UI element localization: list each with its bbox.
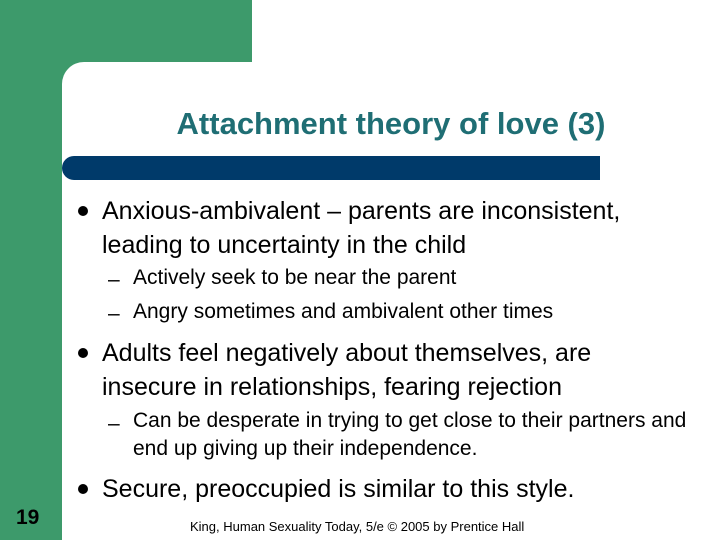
dash-marker: – bbox=[108, 268, 120, 291]
dash-marker: – bbox=[108, 412, 120, 435]
sub-bullet-text: Actively seek to be near the parent bbox=[133, 266, 457, 289]
slide-number: 19 bbox=[16, 506, 40, 529]
bullet-dot-icon bbox=[78, 484, 88, 494]
slide-title: Attachment theory of love (3) bbox=[176, 106, 606, 141]
footer-credit: King, Human Sexuality Today, 5/e © 2005 by Prentice Hall bbox=[190, 519, 525, 534]
bullet-text: Anxious-ambivalent – parents are inconsistent, leading to uncertainty in the child bbox=[102, 197, 621, 259]
bullet-text: Adults feel negatively about themselves, are insecure in relationships, fearing rejection bbox=[102, 339, 592, 401]
dash-marker: – bbox=[108, 302, 120, 325]
bullet-dot-icon bbox=[78, 206, 88, 216]
sub-bullet-text: Angry sometimes and ambivalent other times bbox=[133, 300, 554, 323]
bullet-text: Secure, preoccupied is similar to this style. bbox=[102, 475, 575, 503]
title-underline-bar bbox=[62, 156, 600, 180]
sub-bullet-text: Can be desperate in trying to get close to their partners and end up giving up their independence. bbox=[133, 409, 687, 460]
bullet-dot-icon bbox=[78, 348, 88, 358]
